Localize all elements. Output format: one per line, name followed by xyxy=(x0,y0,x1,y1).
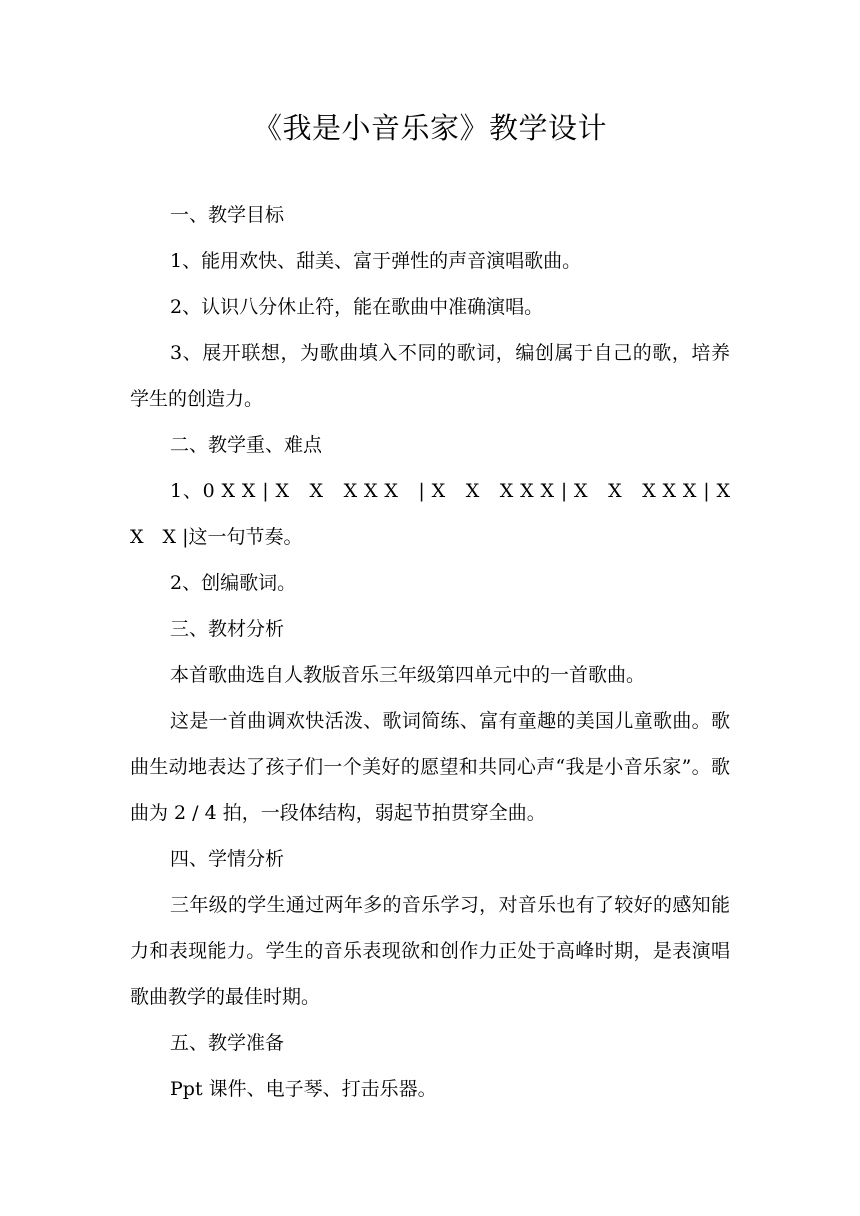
key-point-item-1: 1、0 X X | X X X X X | X X X X X | X X X X X | X X X |这一句节奏。 xyxy=(130,480,750,548)
key-point-item-2: 2、创编歌词。 xyxy=(170,572,297,594)
objective-item-2: 2、认识八分休止符，能在歌曲中准确演唱。 xyxy=(170,296,544,318)
material-analysis-paragraph-1: 本首歌曲选自人教版音乐三年级第四单元中的一首歌曲。 xyxy=(170,664,646,686)
student-analysis-paragraph: 三年级的学生通过两年多的音乐学习，对音乐也有了较好的感知能力和表现能力。学生的音乐表现欲和创作力正处于高峰时期，是表演唱歌曲教学的最佳时期。 xyxy=(130,894,730,1008)
section-heading-student-analysis: 四、学情分析 xyxy=(170,848,285,870)
section-heading-key-points: 二、教学重、难点 xyxy=(170,434,323,456)
section-heading-preparation: 五、教学准备 xyxy=(170,1032,285,1054)
material-analysis-paragraph-2: 这是一首曲调欢快活泼、歌词简练、富有童趣的美国儿童歌曲。歌曲生动地表达了孩子们一个美好的愿望和共同心声“我是小音乐家”。歌曲为 2 / 4 拍，一段体结构，弱起节拍贯穿全曲。 xyxy=(130,710,730,824)
document-body xyxy=(130,192,750,1112)
preparation-paragraph: Ppt 课件、电子琴、打击乐器。 xyxy=(170,1078,437,1100)
document-title: 《我是小音乐家》教学设计 xyxy=(252,111,607,145)
section-heading-material-analysis: 三、教材分析 xyxy=(170,618,285,640)
objective-item-1: 1、能用欢快、甜美、富于弹性的声音演唱歌曲。 xyxy=(170,250,582,272)
section-heading-objectives: 一、教学目标 xyxy=(170,204,285,226)
objective-item-3: 3、展开联想，为歌曲填入不同的歌词，编创属于自己的歌，培养学生的创造力。 xyxy=(130,342,730,410)
